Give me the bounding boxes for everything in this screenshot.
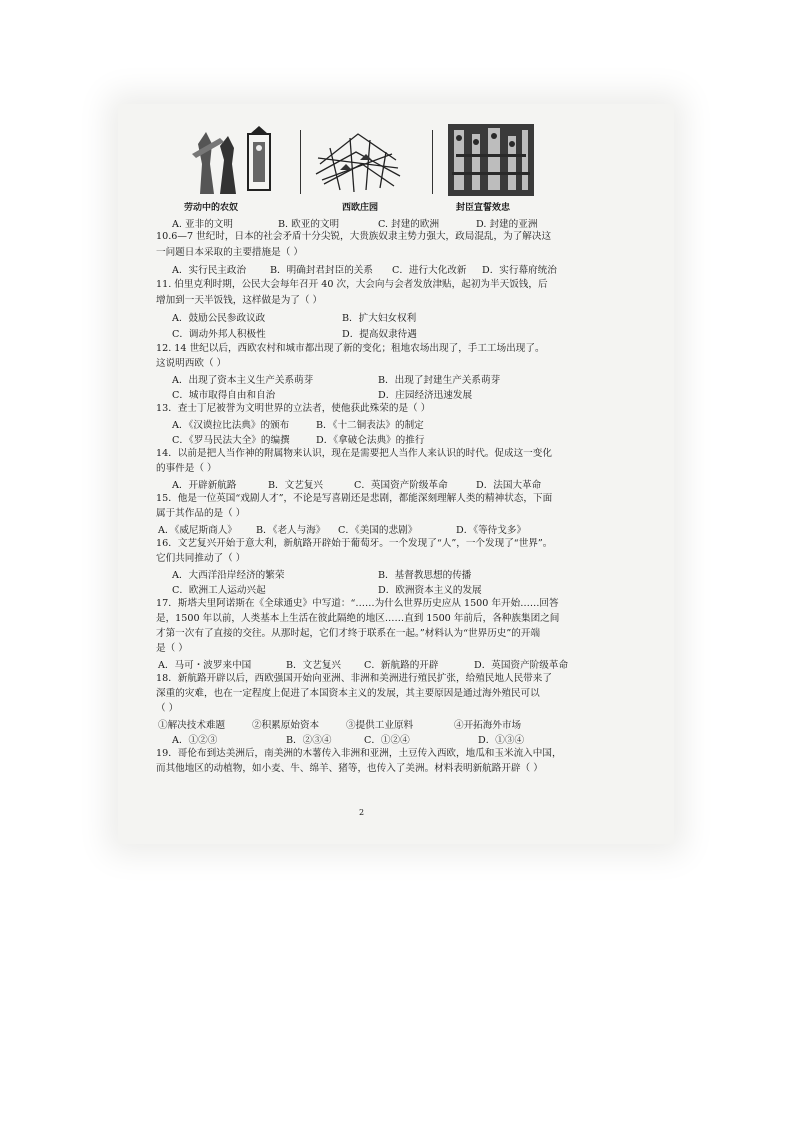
q11-option-c[interactable]: C．调动外邦人积极性 (172, 329, 266, 340)
q18-stem: 18．新航路开辟以后，西欧强国开始向亚洲、非洲和美洲进行殖民扩张，给殖民地人民带来了 (156, 673, 552, 684)
q9-option-a[interactable]: A. 亚非的文明 (172, 219, 233, 230)
q18-item: ③提供工业原料 (346, 720, 414, 731)
figure-caption: 西欧庄园 (342, 203, 379, 213)
q14-option-d[interactable]: D．法国大革命 (476, 480, 542, 491)
q10-option-b[interactable]: B．明确封君封臣的关系 (270, 265, 373, 276)
q11-option-d[interactable]: D．提高奴隶待遇 (342, 329, 417, 340)
q17-option-d[interactable]: D．英国资产阶级革命 (474, 660, 569, 671)
q12-option-a[interactable]: A．出现了资本主义生产关系萌芽 (172, 375, 314, 386)
q13-option-b[interactable]: B．《十二铜表法》的制定 (316, 420, 424, 431)
q17-option-a[interactable]: A．马可・波罗来中国 (158, 660, 252, 671)
q16-option-c[interactable]: C．欧洲工人运动兴起 (172, 585, 266, 596)
q17-option-b[interactable]: B．文艺复兴 (286, 660, 342, 671)
q18-option-d[interactable]: D．①③④ (478, 735, 525, 746)
figure-divider (432, 130, 433, 194)
q14-option-b[interactable]: B．文艺复兴 (268, 480, 324, 491)
q18-option-a[interactable]: A．①②③ (172, 735, 218, 746)
q18-item: ④开拓海外市场 (454, 720, 522, 731)
q13-option-c[interactable]: C．《罗马民法大全》的编撰 (172, 435, 290, 446)
vassal-oath-illustration (448, 124, 534, 196)
q15-option-a[interactable]: A．《威尼斯商人》 (158, 525, 237, 536)
q17-option-c[interactable]: C．新航路的开辟 (364, 660, 439, 671)
q18-stem: （ ） (156, 703, 179, 714)
q11-option-b[interactable]: B．扩大妇女权利 (342, 313, 417, 324)
q14-option-a[interactable]: A．开辟新航路 (172, 480, 237, 491)
q11-stem: 11. 伯里克利时期，公民大会每年召开 40 次，大会向与会者发放津贴，起初为半天饭钱，后 (156, 279, 548, 290)
q16-stem: 16．文艺复兴开始于意大利，新航路开辟始于葡萄牙。一个发现了“人”，一个发现了“世界”。 (156, 538, 553, 549)
q15-option-b[interactable]: B．《老人与海》 (256, 525, 326, 536)
figure-row (170, 124, 590, 214)
q17-stem: 才第一次有了直接的交往。从那时起，它们才终于联系在一起。”材料认为“世界历史”的开端 (156, 628, 541, 639)
page-number: 2 (359, 808, 365, 817)
figure-caption: 劳动中的农奴 (184, 203, 239, 213)
q15-stem: 属于其作品的是（ ） (156, 508, 246, 519)
q16-stem: 它们共同推动了（ ） (156, 553, 246, 564)
q11-option-a[interactable]: A．鼓励公民参政议政 (172, 313, 266, 324)
q10-option-a[interactable]: A．实行民主政治 (172, 265, 247, 276)
q14-stem: 的事件是（ ） (156, 463, 217, 474)
q19-stem: 而其他地区的动植物，如小麦、牛、绵羊、猪等，也传入了美洲。材料表明新航路开辟（ ） (156, 763, 543, 774)
q18-stem: 深重的灾难，也在一定程度上促进了本国资本主义的发展，其主要原因是通过海外殖民可以 (156, 688, 540, 699)
q16-option-d[interactable]: D．欧洲资本主义的发展 (378, 585, 482, 596)
q10-option-c[interactable]: C．进行大化改新 (392, 265, 467, 276)
q13-option-a[interactable]: A．《汉谟拉比法典》的颁布 (172, 420, 290, 431)
q12-stem: 这说明西欧（ ） (156, 358, 227, 369)
q10-option-d[interactable]: D．实行幕府统治 (482, 265, 557, 276)
q15-stem: 15．他是一位英国“戏剧人才”，不论是写喜剧还是悲剧，都能深刻理解人类的精神状态，下面 (156, 493, 553, 504)
q13-stem: 13．查士丁尼被誉为文明世界的立法者，使他获此殊荣的是（ ） (156, 403, 431, 414)
figure-caption: 封臣宣誓效忠 (456, 203, 511, 213)
q12-stem: 12. 14 世纪以后，西欧农村和城市都出现了新的变化；租地农场出现了，手工工场出现了。 (156, 343, 545, 354)
q16-option-b[interactable]: B．基督教思想的传播 (378, 570, 472, 581)
q15-option-d[interactable]: D．《等待戈多》 (456, 525, 527, 536)
q16-option-a[interactable]: A．大西洋沿岸经济的繁荣 (172, 570, 285, 581)
q18-item: ②积累原始资本 (252, 720, 320, 731)
q12-option-b[interactable]: B．出现了封建生产关系萌芽 (378, 375, 501, 386)
q9-option-b[interactable]: B. 欧亚的文明 (278, 219, 340, 230)
q12-option-c[interactable]: C．城市取得自由和自治 (172, 390, 276, 401)
q9-option-d[interactable]: D. 封建的亚洲 (476, 219, 538, 230)
q18-option-c[interactable]: C．①②④ (364, 735, 410, 746)
figure-divider (300, 130, 301, 194)
q18-option-b[interactable]: B．②③④ (286, 735, 332, 746)
q15-option-c[interactable]: C．《美国的悲剧》 (338, 525, 418, 536)
q14-stem: 14．以前是把人当作神的附属物来认识，现在是需要把人当作人来认识的时代。促成这一变化 (156, 448, 552, 459)
q14-option-c[interactable]: C．英国资产阶级革命 (354, 480, 448, 491)
q17-stem: 是，1500 年以前，人类基本上生活在彼此隔绝的地区……直到 1500 年前后，各种族集团之间 (156, 613, 560, 624)
q13-option-d[interactable]: D．《拿破仑法典》的推行 (316, 435, 425, 446)
q11-stem: 增加到一天半饭钱，这样做是为了（ ） (156, 295, 323, 306)
q9-option-c[interactable]: C. 封建的欧洲 (378, 219, 440, 230)
serfs-labor-illustration (180, 124, 280, 196)
western-manor-illustration (310, 124, 406, 196)
q18-item: ①解决技术难题 (158, 720, 226, 731)
q19-stem: 19．哥伦布到达美洲后，南美洲的木薯传入非洲和亚洲，土豆传入西欧，地瓜和玉米流入中国， (156, 748, 562, 759)
q17-stem: 17．斯塔夫里阿诺斯在《全球通史》中写道：“……为什么世界历史应从 1500 年开始……回答 (156, 598, 559, 609)
q12-option-d[interactable]: D．庄园经济迅速发展 (378, 390, 473, 401)
q10-stem: 10.6—7 世纪时，日本的社会矛盾十分尖锐，大贵族奴隶主势力强大，政局混乱，为了解决这 (156, 231, 552, 242)
q10-stem: 一问题日本采取的主要措施是（ ） (156, 247, 303, 258)
q17-stem: 是（ ） (156, 643, 188, 654)
